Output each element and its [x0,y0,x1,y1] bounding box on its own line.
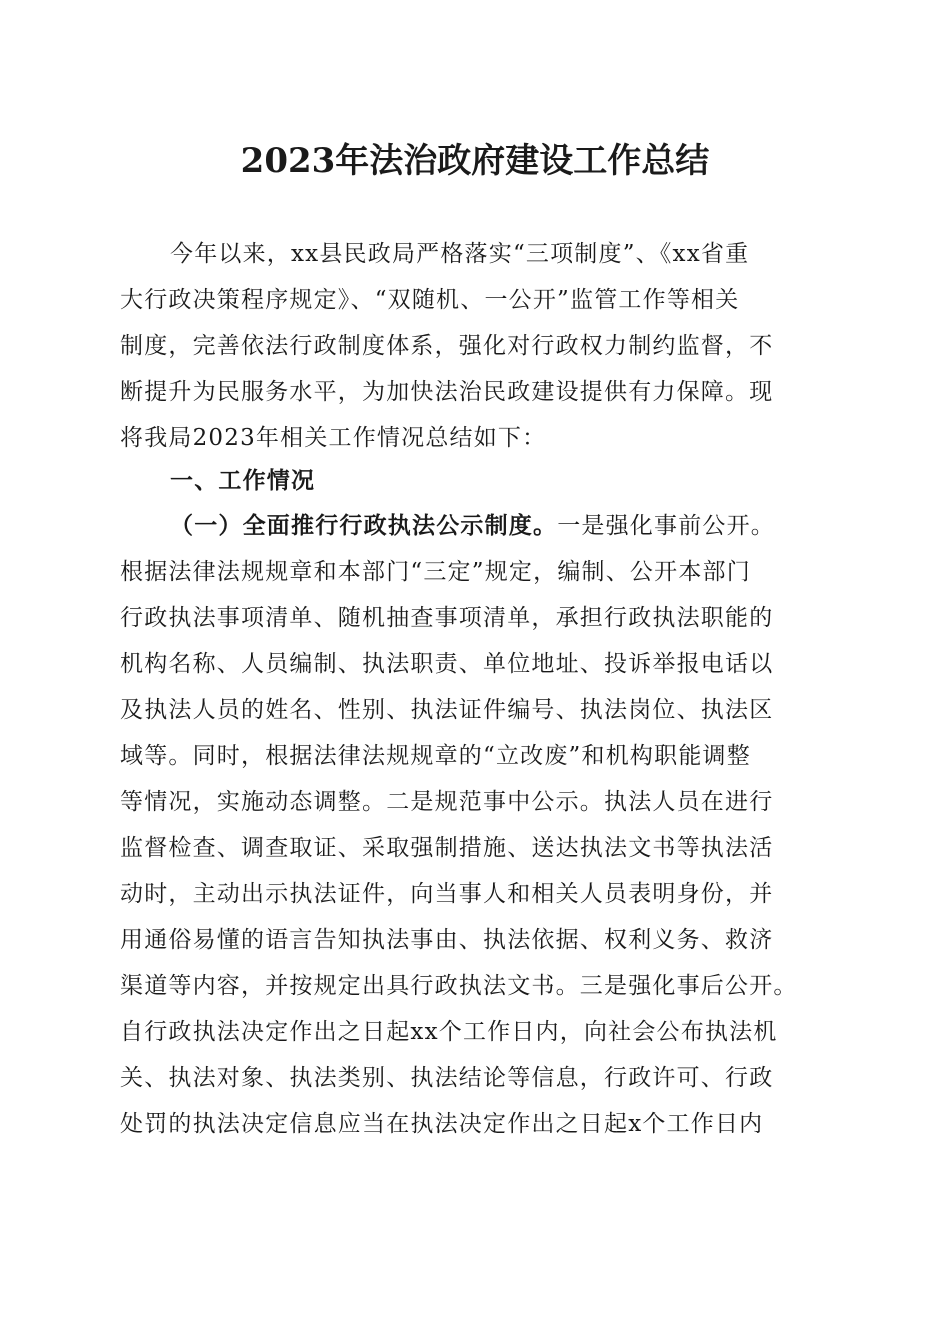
paragraph-line: 动时，主动出示执法证件，向当事人和相关人员表明身份，并 [120,881,774,907]
subsection-heading: （一）全面推行行政执法公示制度。 [170,512,558,539]
paragraph-line: 用通俗易懂的语言告知执法事由、执法依据、权利义务、救济 [120,927,774,953]
paragraph-text: 一是强化事前公开。 [557,513,776,539]
paragraph-line: 域等。同时，根据法律法规规章的“立改废”和机构职能调整 [120,743,751,769]
paragraph-line: 渠道等内容，并按规定出具行政执法文书。三是强化事后公开。 [120,973,798,999]
paragraph-line: 将我局2023年相关工作情况总结如下： [120,425,547,451]
paragraph-line: 监督检查、调查取证、采取强制措施、送达执法文书等执法活 [120,835,774,861]
document-title: 2023年法治政府建设工作总结 [240,141,710,181]
paragraph-line: 等情况，实施动态调整。二是规范事中公示。执法人员在进行 [120,789,774,815]
paragraph-line: 断提升为民服务水平，为加快法治民政建设提供有力保障。现 [120,379,774,405]
paragraph-line: 机构名称、人员编制、执法职责、单位地址、投诉举报电话以 [120,651,774,677]
paragraph-line: 处罚的执法决定信息应当在执法决定作出之日起x个工作日内 [120,1111,764,1137]
paragraph-line: 大行政决策程序规定》、“双随机、一公开”监管工作等相关 [120,287,740,313]
paragraph-line: 制度，完善依法行政制度体系，强化对行政权力制约监督，不 [120,333,774,359]
paragraph-line: 及执法人员的姓名、性别、执法证件编号、执法岗位、执法区 [120,697,774,723]
section-heading: 一、工作情况 [170,468,316,494]
paragraph-line: 行政执法事项清单、随机抽查事项清单，承担行政执法职能的 [120,605,774,631]
paragraph-line [170,511,775,541]
paragraph-line: 关、执法对象、执法类别、执法结论等信息，行政许可、行政 [120,1065,774,1091]
paragraph-line: 根据法律法规规章和本部门“三定”规定，编制、公开本部门 [120,559,751,585]
paragraph-line: 今年以来，xx县民政局严格落实“三项制度”、《xx省重 [170,241,750,267]
paragraph-line: 自行政执法决定作出之日起xx个工作日内，向社会公布执法机 [120,1019,778,1045]
